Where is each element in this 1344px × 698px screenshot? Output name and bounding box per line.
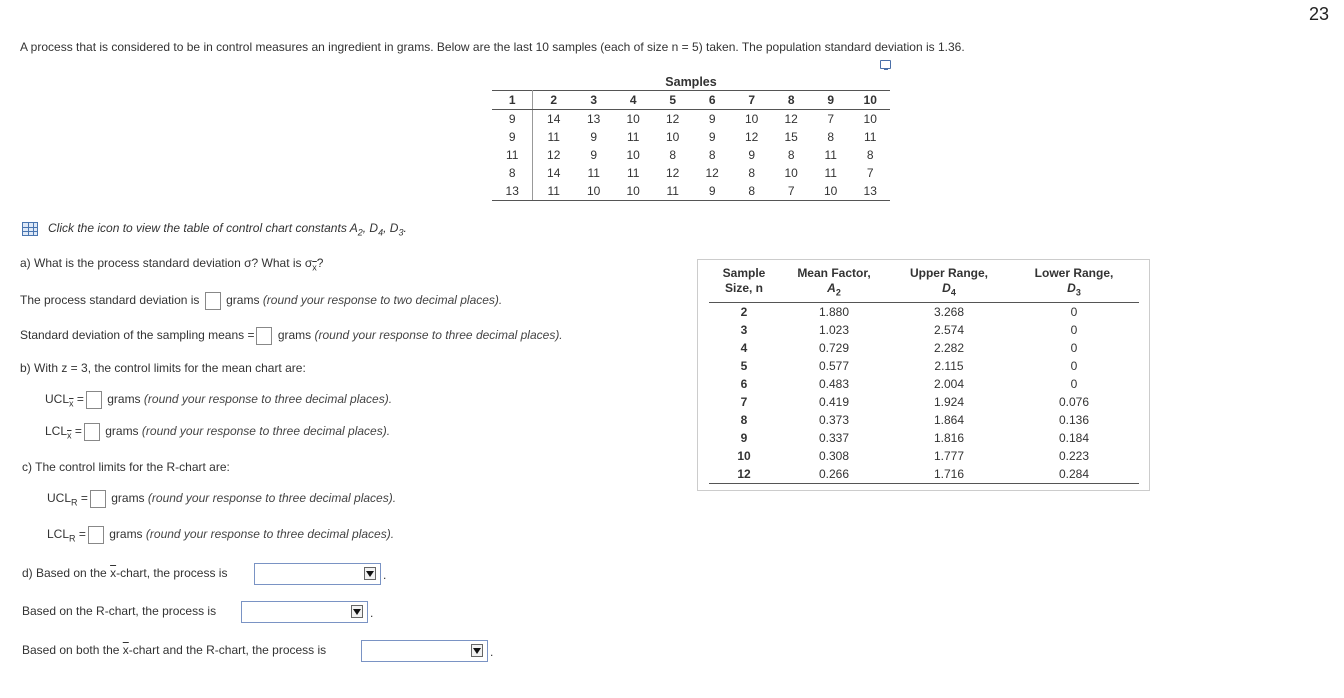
samples-cell: 8 [492,164,533,182]
constants-cell: 7 [740,395,748,410]
samples-cell: 9 [692,182,732,201]
constants-cell: 2 [740,305,748,320]
samples-cell: 11 [547,130,560,144]
constants-cell: 5 [740,359,748,374]
constants-link-text[interactable]: Click the icon to view the table of control chart constants $A_2$, $D_4$, $D_3$. [48,221,407,238]
constants-cell: 1.777 [933,449,965,464]
dropdown-arrow-icon[interactable] [351,605,363,618]
samples-cell: 15 [784,130,798,144]
samples-cell: 12 [705,166,719,180]
constants-cell: 6 [740,377,748,392]
copy-icon[interactable] [880,60,891,69]
constants-cell: 0.266 [779,465,889,484]
ucl-r-row: $UCL_R$ = grams (round your response to three decimal places). [47,491,397,508]
ucl-x-input[interactable] [86,391,102,409]
period: . [490,645,494,659]
period: . [370,606,374,620]
table-row [709,447,1139,465]
table-row [492,146,890,164]
lcl-x-row: $LCL_{\overline{x}}$ = grams (round your response to three decimal places). [45,424,391,441]
constants-header-cell: Mean Factor, $A_2$ [779,266,889,303]
constants-cell: 0.184 [1058,431,1090,446]
samples-header-cell: 5 [653,91,693,110]
samples-cell: 13 [850,182,890,201]
page-number: 23 [1308,4,1329,24]
question-a: a) What is the process standard deviation σ? What is $\sigma_{\overline{x}}$? [20,256,324,273]
constants-cell: 1.924 [933,395,965,410]
constants-cell: 1.716 [889,465,1009,484]
both-charts-question: Based on both the $\overline{x}$-chart and the R-chart, the process is [22,643,327,657]
sampling-sd-input[interactable] [256,327,272,345]
constants-cell: 2.574 [933,323,965,338]
period: . [383,568,387,582]
constants-cell: 2.282 [933,341,965,356]
samples-cell: 7 [866,166,874,180]
samples-cell: 7 [771,182,811,201]
constants-header-cell: Sample Size, n [709,266,779,303]
r-chart-dropdown[interactable] [241,601,368,623]
samples-cell: 12 [666,112,680,126]
lcl-x-input[interactable] [84,423,100,441]
constants-cell: 0.577 [818,359,850,374]
samples-header-cell: 7 [732,91,772,110]
samples-cell: 12 [745,130,759,144]
samples-cell: 9 [708,112,716,126]
samples-cell: 11 [824,166,837,180]
control-chart-constants-table [697,259,1150,491]
constants-cell: 0 [1070,341,1078,356]
constants-cell: 2.115 [934,359,964,374]
constants-cell: 2.004 [933,377,965,392]
table-row [492,164,890,182]
samples-cell: 8 [748,166,756,180]
samples-cell: 10 [784,166,798,180]
samples-cell: 11 [653,182,693,201]
constants-cell: 8 [740,413,748,428]
samples-cell: 12 [666,166,680,180]
question-d: d) Based on the $\overline{x}$-chart, the process is [22,566,228,580]
samples-cell: 11 [533,182,574,201]
samples-header-cell: 8 [771,91,811,110]
constants-cell: 3 [740,323,748,338]
samples-cell: 8 [708,148,716,162]
constants-cell: 9 [740,431,748,446]
constants-cell: 4 [740,341,748,356]
constants-cell: 0.223 [1058,449,1090,464]
samples-cell: 11 [587,166,600,180]
samples-cell: 13 [587,112,601,126]
samples-cell: 10 [863,112,877,126]
samples-table [492,74,890,201]
table-row [709,411,1139,429]
samples-cell: 8 [866,148,874,162]
both-charts-dropdown[interactable] [361,640,488,662]
samples-cell: 10 [811,182,851,201]
samples-cell: 11 [492,146,533,164]
table-icon[interactable] [22,222,38,236]
table-row [492,110,890,129]
constants-cell: 1.023 [818,323,850,338]
samples-cell: 9 [748,148,756,162]
sampling-sd-row: Standard deviation of the sampling means = grams (round your response to three decimal places). [20,327,563,345]
samples-cell: 9 [492,128,533,146]
constants-cell: 1.816 [933,431,965,446]
samples-cell: 10 [574,182,614,201]
samples-cell: 9 [590,130,598,144]
samples-cell: 10 [613,182,653,201]
samples-header-cell: 9 [811,91,851,110]
constants-cell: 0 [1070,323,1078,338]
constants-cell: 0 [1070,377,1078,392]
samples-cell: 12 [547,148,561,162]
samples-cell: 13 [492,182,533,201]
table-row [709,375,1139,393]
constants-cell: 0 [1070,305,1078,320]
lcl-r-row: $LCL_R$ = grams (round your response to three decimal places). [47,527,395,544]
samples-cell: 9 [492,110,533,129]
samples-cell: 8 [787,148,795,162]
samples-cell: 12 [784,112,798,126]
samples-cell: 11 [863,130,877,144]
samples-cell: 10 [626,148,640,162]
table-row [709,465,1139,484]
dropdown-arrow-icon[interactable] [364,567,376,580]
table-row [709,303,1139,322]
question-b: b) With z = 3, the control limits for the mean chart are: [20,361,306,375]
constants-cell: 0.284 [1009,465,1139,484]
samples-caption: Samples [665,75,717,89]
constants-cell: 0.136 [1058,413,1090,428]
table-row [709,321,1139,339]
samples-cell: 11 [626,166,640,180]
table-row [709,357,1139,375]
constants-cell: 3.268 [933,305,965,320]
constants-cell: 0.419 [818,395,850,410]
constants-header-cell: Upper Range, $D_4$ [889,266,1009,303]
constants-cell: 0.373 [818,413,850,428]
table-row [709,393,1139,411]
table-row [492,182,890,201]
constants-cell: 1.880 [818,305,850,320]
samples-cell: 11 [626,130,640,144]
process-sd-input[interactable] [205,292,221,310]
samples-cell: 9 [708,130,716,144]
constants-cell: 0 [1070,359,1078,374]
xbar-chart-dropdown[interactable] [254,563,381,585]
constants-cell: 0.729 [818,341,850,356]
dropdown-arrow-icon[interactable] [471,644,483,657]
samples-header-cell: 6 [692,91,732,110]
table-row [709,339,1139,357]
samples-header-cell: 10 [850,91,890,110]
samples-header-cell: 4 [613,91,653,110]
samples-header-cell: 3 [574,91,614,110]
samples-cell: 14 [547,112,561,126]
samples-cell: 14 [547,166,561,180]
samples-cell: 8 [827,130,835,144]
samples-header-cell: 2 [533,91,574,110]
samples-cell: 7 [827,112,835,126]
problem-statement: A process that is considered to be in control measures an ingredient in grams. Below are the last 10 samples (each of size n = 5) taken. The population standard deviation is 1.36. [20,40,965,54]
constants-cell: 0.483 [818,377,850,392]
table-row [492,128,890,146]
constants-cell: 10 [737,449,751,464]
ucl-x-row: $UCL_{\overline{x}}$ = grams (round your response to three decimal places). [45,392,393,409]
samples-cell: 8 [669,148,677,162]
samples-cell: 10 [626,112,640,126]
samples-cell: 10 [666,130,680,144]
samples-cell: 11 [824,148,837,162]
question-c: c) The control limits for the R-chart are: [22,460,230,474]
r-chart-question: Based on the R-chart, the process is [22,604,217,618]
constants-cell: 0.076 [1058,395,1090,410]
samples-cell: 10 [745,112,759,126]
samples-cell: 9 [590,148,598,162]
constants-cell: 12 [709,465,779,484]
samples-cell: 8 [732,182,772,201]
constants-header-cell: Lower Range, $D_3$ [1009,266,1139,303]
constants-cell: 0.308 [818,449,850,464]
table-row [709,429,1139,447]
samples-header-cell: 1 [492,91,533,110]
process-sd-row: The process standard deviation is grams (round your response to two decimal places). [20,292,502,310]
lcl-r-input[interactable] [88,526,104,544]
ucl-r-input[interactable] [90,490,106,508]
constants-cell: 1.864 [933,413,965,428]
constants-cell: 0.337 [818,431,850,446]
